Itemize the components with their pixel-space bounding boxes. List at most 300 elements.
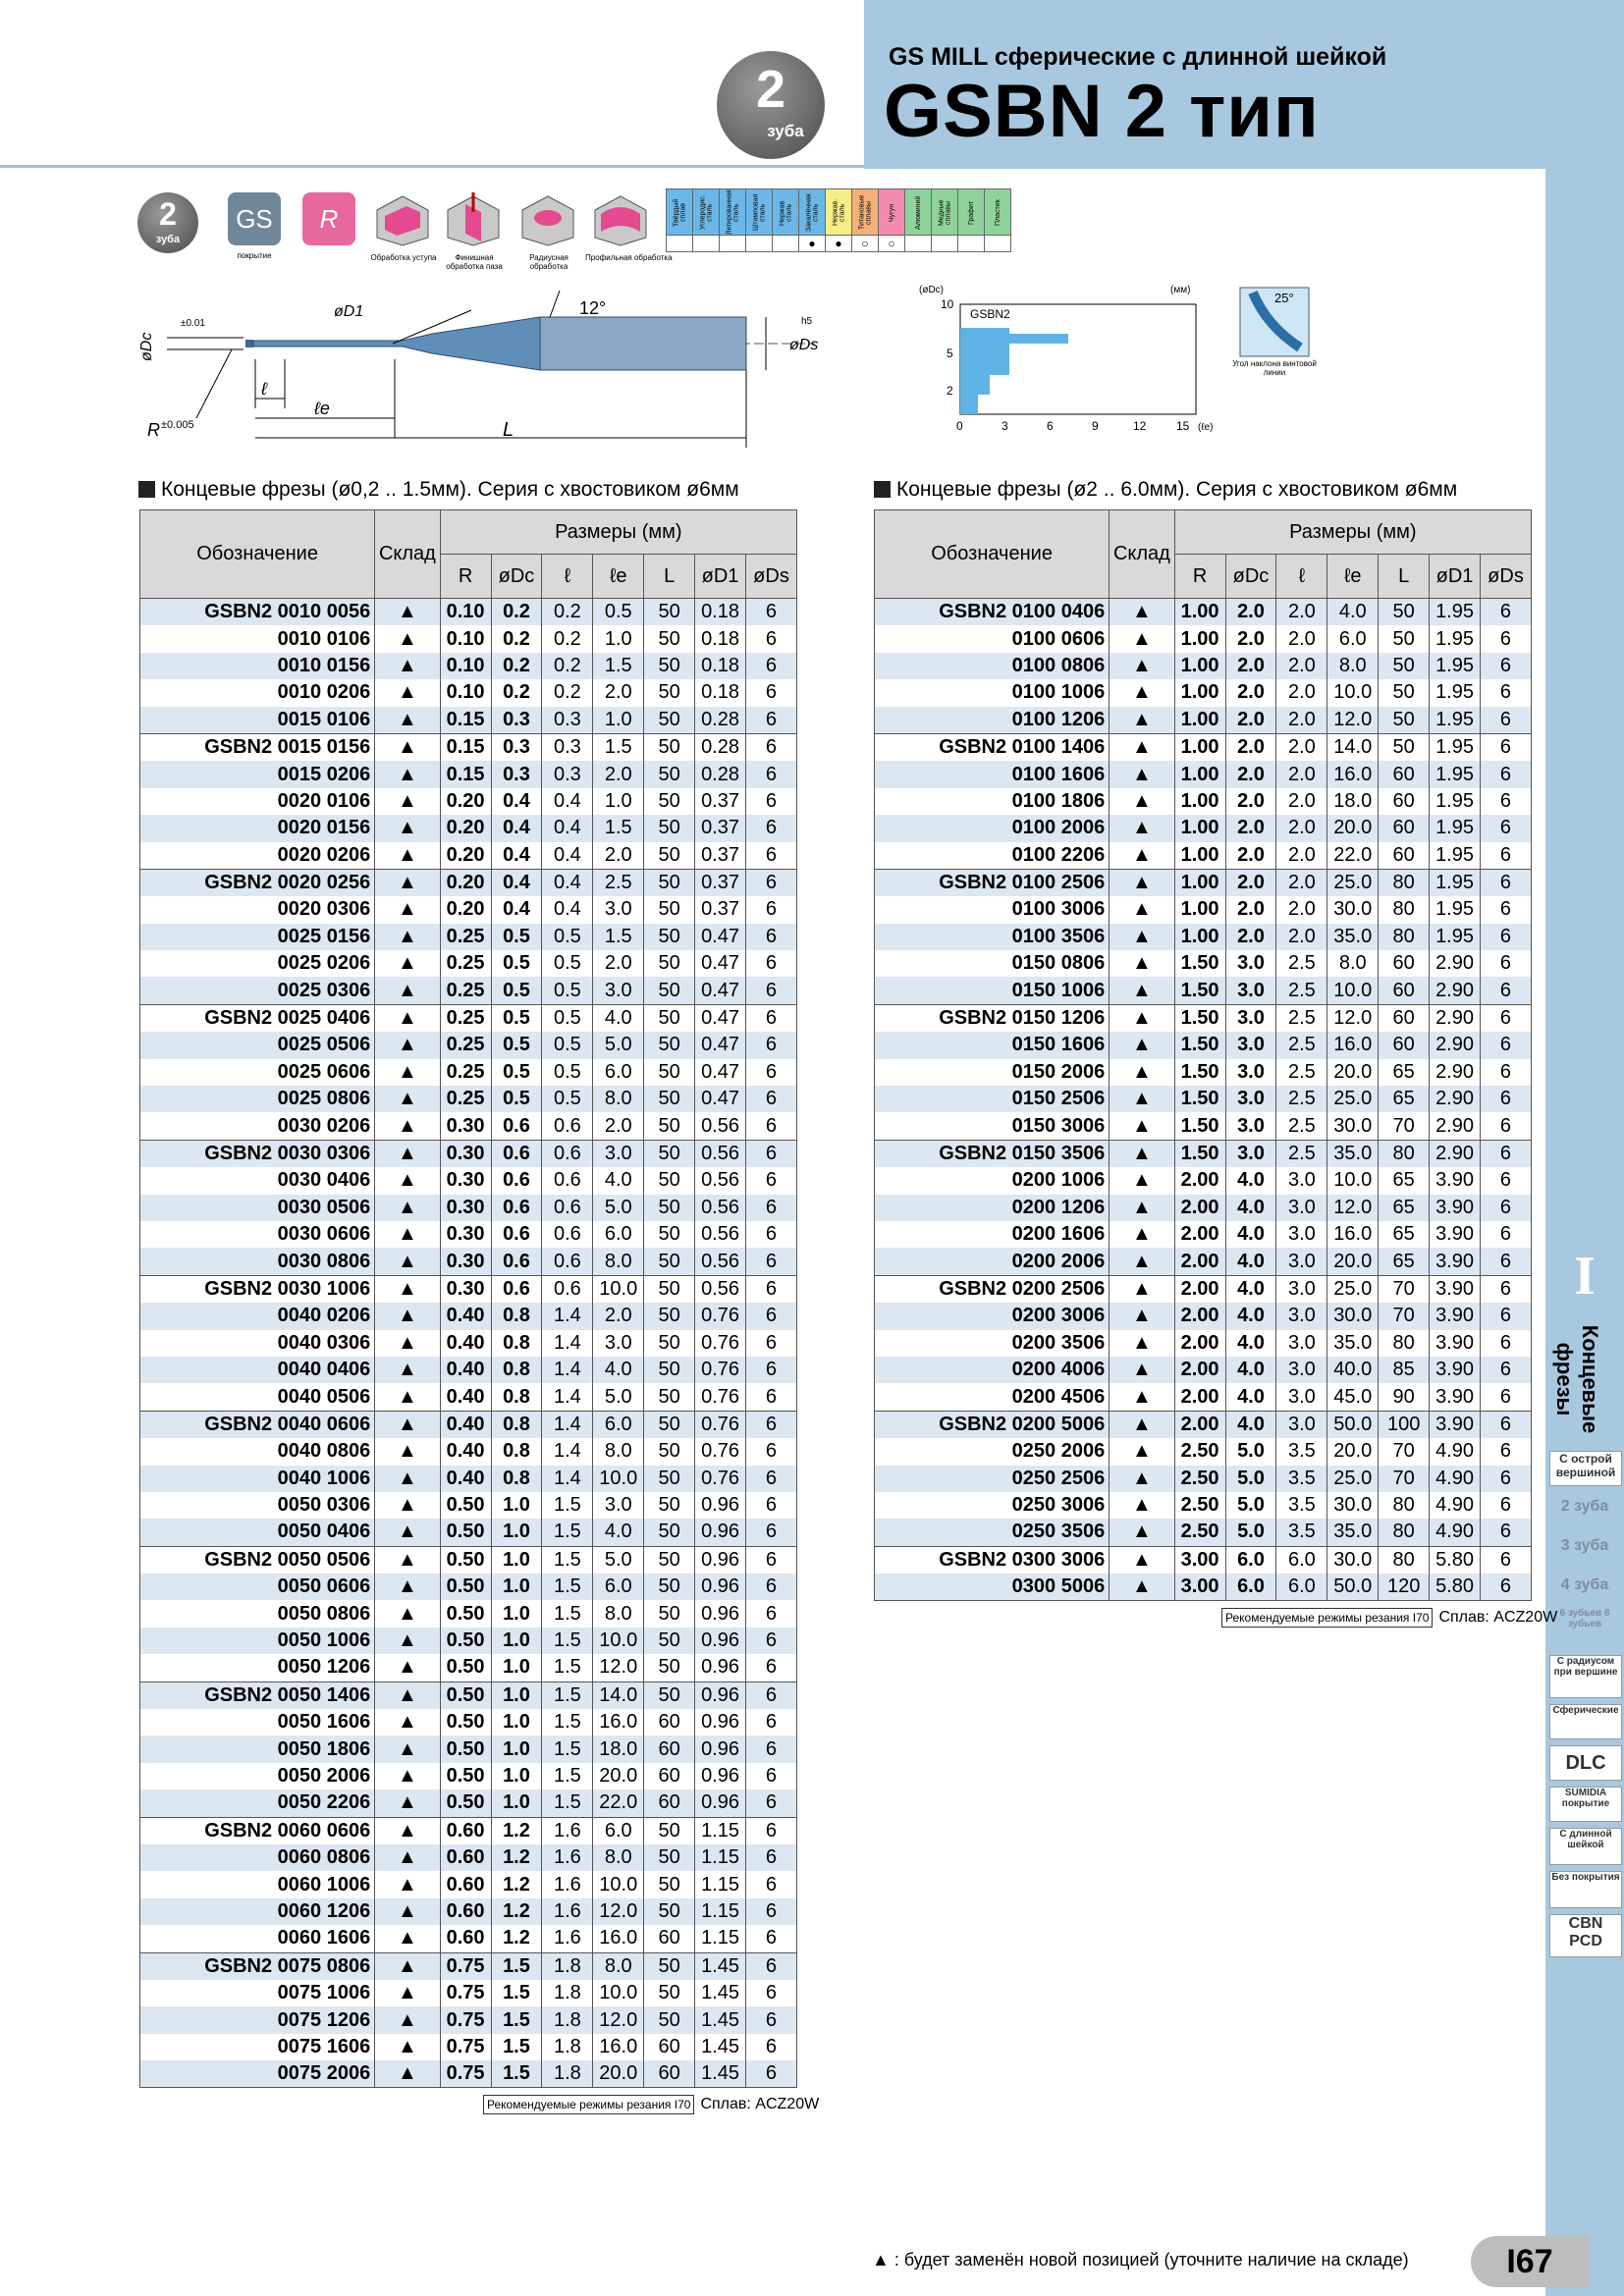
cell-value: 60 [1379,977,1430,1004]
cell-value: 2.00 [1174,1275,1225,1303]
cell-value: 60 [644,1735,695,1762]
cell-value: 2.0 [593,1112,644,1140]
cell-value: 6 [745,896,796,923]
cell-value: 30.0 [1327,1546,1379,1574]
cell-value: 0.6 [542,1167,593,1194]
table-row [140,924,797,950]
table-row [140,2006,797,2033]
cell-value: 1.4 [542,1383,593,1411]
cell-value: 2.0 [1276,653,1327,679]
material-header: Нержав. сталь [773,189,799,236]
cell-value: 6 [745,1709,796,1735]
table-row [875,1032,1532,1058]
cell-value: 1.5 [542,1682,593,1709]
material-header: Закалённая сталь [799,189,826,236]
dims-header: Размеры (мм) [1174,510,1531,555]
cell-code: GSBN2 0020 0256 [140,869,375,896]
cell-stock: ▲ [1110,1140,1174,1167]
graph-xtick-6: 6 [1047,419,1054,432]
cell-value: 0.2 [542,653,593,679]
material-mark [693,236,720,252]
cell-stock: ▲ [375,1195,440,1221]
cell-code: GSBN2 0150 3506 [875,1140,1110,1167]
section-title [1545,1315,1624,1433]
cell-value: 0.50 [440,1600,491,1627]
cell-value: 5.0 [1225,1492,1276,1519]
cell-value: 0.37 [695,815,746,841]
cell-value: 6 [745,1546,796,1574]
cell-value: 2.00 [1174,1248,1225,1275]
cell-value: 0.56 [695,1112,746,1140]
cell-value: 0.56 [695,1195,746,1221]
cell-value: 0.76 [695,1303,746,1329]
cell-value: 80 [1379,1546,1430,1574]
table-row [875,625,1532,652]
table-row [140,1871,797,1897]
cell-value: 0.5 [491,924,542,950]
cell-value: 0.5 [542,1032,593,1058]
dc-tol: ±0.01 [181,318,205,329]
cell-value: 8.0 [1327,950,1379,977]
cell-code: 0040 1006 [140,1466,375,1492]
table-row [140,1709,797,1735]
cell-value: 0.96 [695,1519,746,1546]
cell-value: 6 [1480,1519,1531,1546]
col-code-header: Обозначение [140,510,375,599]
table-row [140,1682,797,1709]
cell-value: 16.0 [593,1925,644,1952]
table-row [875,896,1532,923]
table-row [140,733,797,761]
nav-sharp-tip[interactable]: С острой вершиной [1549,1451,1622,1486]
cell-value: 0.40 [440,1357,491,1383]
cell-value: 0.18 [695,679,746,706]
cell-value: 1.00 [1174,625,1225,652]
cell-value: 0.6 [542,1112,593,1140]
table-row [140,1492,797,1519]
cell-value: 6.0 [1225,1546,1276,1574]
cell-value: 6 [745,1871,796,1897]
table-row [875,1330,1532,1357]
cell-value: 6 [745,869,796,896]
cell-value: 0.96 [695,1492,746,1519]
cell-value: 0.40 [440,1466,491,1492]
cell-value: 3.0 [593,896,644,923]
cell-value: 0.60 [440,1817,491,1844]
nav-dlc[interactable]: DLC [1549,1745,1622,1781]
nav-long-neck[interactable]: С длинной шейкой [1549,1828,1622,1865]
cell-value: 3.90 [1430,1275,1481,1303]
cell-value: 5.0 [1225,1519,1276,1546]
cell-value: 50 [644,1221,695,1248]
cell-value: 0.2 [491,679,542,706]
cell-value: 3.5 [1276,1466,1327,1492]
cell-stock: ▲ [375,1682,440,1709]
cell-code: 0030 0606 [140,1221,375,1248]
cell-stock: ▲ [375,1654,440,1682]
cell-value: 2.0 [1225,599,1276,626]
cell-stock: ▲ [1110,1546,1174,1574]
cell-value: 6.0 [593,1221,644,1248]
cell-code: GSBN2 0050 1406 [140,1682,375,1709]
cell-value: 6.0 [593,1059,644,1086]
cell-stock: ▲ [1110,1275,1174,1303]
cell-value: 6.0 [593,1411,644,1438]
header-subtitle: GS MILL сферические с длинной шейкой [889,43,1387,71]
cell-value: 0.6 [542,1195,593,1221]
cell-value: 4.90 [1430,1438,1481,1465]
material-mark: ● [799,236,826,252]
cell-stock: ▲ [375,1140,440,1167]
table-row [140,761,797,787]
cell-value: 35.0 [1327,924,1379,950]
nav-3-flutes[interactable]: 3 зуба [1560,1537,1609,1554]
cell-value: 120 [1379,1574,1430,1601]
cell-code: 0200 1606 [875,1221,1110,1248]
table-row [875,1112,1532,1140]
table-row [140,1303,797,1329]
cell-value: 0.50 [440,1654,491,1682]
cell-value: 30.0 [1327,1112,1379,1140]
cell-stock: ▲ [1110,896,1174,923]
cell-value: 50 [644,788,695,815]
nav-ball[interactable]: Сферические [1549,1704,1622,1739]
cell-value: 1.4 [542,1411,593,1438]
cell-code: 0200 4006 [875,1357,1110,1383]
cell-stock: ▲ [375,815,440,841]
table-row [140,1140,797,1167]
cell-value: 35.0 [1327,1330,1379,1357]
cell-value: 6 [1480,1275,1531,1303]
cell-value: 0.4 [542,842,593,870]
cell-code: 0010 0206 [140,679,375,706]
cell-value: 50.0 [1327,1411,1379,1438]
table-row [875,977,1532,1004]
length-label: L [503,419,514,441]
cell-value: 1.0 [491,1682,542,1709]
table-row [140,1112,797,1140]
cell-value: 2.0 [593,761,644,787]
cell-value: 2.90 [1430,1032,1481,1058]
col-header: L [1379,555,1430,599]
table-row [140,1248,797,1275]
cell-stock: ▲ [375,625,440,652]
cell-value: 10.0 [593,1628,644,1654]
left-rec-link[interactable]: Рекомендуемые режимы резания I70 [483,2095,694,2114]
cell-stock: ▲ [375,1275,440,1303]
dc-le-graph [911,285,1235,432]
cell-value: 6 [1480,733,1531,761]
cell-value: 50 [644,1654,695,1682]
cell-value: 50 [644,1952,695,1980]
cell-value: 0.56 [695,1167,746,1194]
cell-value: 50 [644,1574,695,1600]
table-row [140,842,797,870]
cell-stock: ▲ [1110,788,1174,815]
cell-value: 1.8 [542,2060,593,2088]
cell-value: 60 [1379,761,1430,787]
cell-stock: ▲ [375,1086,440,1112]
cell-value: 6 [745,1167,796,1194]
col-code-header: Обозначение [875,510,1110,599]
cell-value: 0.75 [440,2060,491,2088]
cell-value: 0.2 [542,679,593,706]
cell-value: 60 [1379,788,1430,815]
col-header: øDc [1225,555,1276,599]
cell-value: 2.50 [1174,1438,1225,1465]
table-row [140,896,797,923]
cell-value: 0.6 [542,1248,593,1275]
nav-corner-radius[interactable]: С радиусом при вершине [1549,1655,1622,1698]
cell-stock: ▲ [1110,924,1174,950]
table-row [875,733,1532,761]
cell-value: 6 [745,1600,796,1627]
cell-value: 20.0 [1327,1059,1379,1086]
cell-stock: ▲ [375,1519,440,1546]
cell-value: 0.47 [695,977,746,1004]
table-row [140,869,797,896]
cell-value: 2.0 [1225,761,1276,787]
cell-value: 2.0 [1276,896,1327,923]
section-title-text: Концевые фрезы [1552,1324,1602,1434]
cell-value: 100 [1379,1411,1430,1438]
graph-series: GSBN2 [970,307,1010,321]
cell-value: 0.37 [695,896,746,923]
cell-value: 2.0 [593,842,644,870]
cell-value: 6 [745,1817,796,1844]
material-header: Чугун [879,189,905,236]
cell-value: 6 [1480,1112,1531,1140]
cell-value: 65 [1379,1221,1430,1248]
cell-value: 6 [745,1925,796,1952]
cell-value: 50 [644,1357,695,1383]
cell-value: 1.5 [542,1654,593,1682]
cell-code: 0040 0806 [140,1438,375,1465]
col-header: ℓ [1276,555,1327,599]
cell-value: 3.0 [1225,1112,1276,1140]
cell-value: 2.00 [1174,1411,1225,1438]
table-row [140,679,797,706]
flute-icon-number: 2 [159,196,177,232]
cell-stock: ▲ [1110,977,1174,1004]
cell-value: 0.76 [695,1383,746,1411]
nav-4-flutes[interactable]: 4 зуба [1560,1576,1609,1593]
cell-value: 1.95 [1430,599,1481,626]
cell-value: 50 [644,599,695,626]
cell-code: 0050 0306 [140,1492,375,1519]
cell-value: 0.3 [491,733,542,761]
cell-value: 2.90 [1430,1086,1481,1112]
nav-uncoated[interactable]: Без покрытия [1549,1871,1622,1908]
angle-label: 12° [579,298,607,318]
cell-value: 2.00 [1174,1195,1225,1221]
nav-2-flutes[interactable]: 2 зуба [1560,1498,1609,1515]
cell-value: 1.15 [695,1817,746,1844]
cell-value: 0.75 [440,2006,491,2033]
cell-stock: ▲ [1110,950,1174,977]
cell-value: 1.0 [593,788,644,815]
cell-value: 6 [1480,625,1531,652]
material-mark: ○ [879,236,905,252]
cell-value: 25.0 [1327,1275,1379,1303]
cell-value: 0.6 [491,1248,542,1275]
graph-xtick-3: 3 [1001,419,1008,432]
cell-value: 3.0 [1225,1140,1276,1167]
cell-value: 0.25 [440,1059,491,1086]
cell-value: 1.00 [1174,842,1225,870]
table-row [875,1004,1532,1032]
cell-value: 1.45 [695,1952,746,1980]
cell-value: 1.00 [1174,599,1225,626]
right-rec-link[interactable]: Рекомендуемые режимы резания I70 [1221,1608,1433,1628]
cell-value: 45.0 [1327,1383,1379,1411]
radius-caption: Радиусная обработка [529,253,568,271]
cell-value: 3.0 [1276,1411,1327,1438]
cell-value: 80 [1379,1140,1430,1167]
left-title-text: Концевые фрезы (ø0,2 .. 1.5мм). Серия с хвостовиком ø6мм [161,478,739,501]
table-row [140,1167,797,1194]
cell-stock: ▲ [375,1004,440,1032]
cell-code: 0200 3006 [875,1303,1110,1329]
cell-value: 2.00 [1174,1330,1225,1357]
cell-value: 70 [1379,1112,1430,1140]
cell-stock: ▲ [375,1980,440,2006]
cell-value: 1.50 [1174,977,1225,1004]
cell-value: 2.90 [1430,1112,1481,1140]
nav-cbn-pcd[interactable]: CBN PCD [1549,1914,1622,1957]
cell-value: 1.00 [1174,815,1225,841]
cell-code: 0100 2006 [875,815,1110,841]
cell-value: 6 [745,1032,796,1058]
cell-value: 60 [1379,815,1430,841]
material-mark [905,236,932,252]
cell-value: 3.0 [1225,1004,1276,1032]
cell-stock: ▲ [375,1952,440,1980]
cell-value: 20.0 [1327,1438,1379,1465]
cell-value: 60 [1379,1032,1430,1058]
table-row [140,2034,797,2060]
cell-value: 0.75 [440,1952,491,1980]
cell-code: 0020 0156 [140,815,375,841]
cell-value: 6.0 [1276,1546,1327,1574]
cell-code: 0030 0406 [140,1167,375,1194]
cell-value: 50 [644,1059,695,1086]
cell-code: GSBN2 0200 5006 [875,1411,1110,1438]
cell-value: 5.80 [1430,1574,1481,1601]
cell-value: 2.0 [593,1303,644,1329]
cell-value: 1.50 [1174,1140,1225,1167]
cell-value: 2.5 [1276,1004,1327,1032]
cell-value: 1.45 [695,2034,746,2060]
cell-value: 0.18 [695,625,746,652]
cell-value: 0.50 [440,1628,491,1654]
cell-value: 65 [1379,1086,1430,1112]
nav-sumidia[interactable]: SUMIDIA покрытие [1549,1787,1622,1822]
table-row [140,707,797,734]
cell-value: 0.60 [440,1871,491,1897]
cell-value: 4.0 [1225,1383,1276,1411]
left-table-footer [483,2095,819,2114]
cell-value: 1.6 [542,1871,593,1897]
cell-value: 0.6 [491,1275,542,1303]
cell-code: 0250 2006 [875,1438,1110,1465]
cell-value: 30.0 [1327,896,1379,923]
cell-code: 0015 0106 [140,707,375,734]
cell-code: GSBN2 0030 0306 [140,1140,375,1167]
table-row [875,1275,1532,1303]
cell-code: 0060 0806 [140,1844,375,1871]
cell-value: 1.5 [491,2006,542,2033]
cell-value: 50 [644,653,695,679]
cell-value: 2.50 [1174,1492,1225,1519]
cell-stock: ▲ [375,1898,440,1925]
cell-value: 3.90 [1430,1330,1481,1357]
cell-value: 1.00 [1174,679,1225,706]
cell-value: 6 [745,2006,796,2033]
slot-finishing-icon [444,192,503,247]
cell-value: 0.4 [491,815,542,841]
cell-value: 3.0 [593,1492,644,1519]
cell-value: 6 [1480,1357,1531,1383]
graph-ytick-2: 2 [947,384,953,398]
graph-ytick-10: 10 [941,297,954,311]
cell-value: 30.0 [1327,1492,1379,1519]
cell-value: 2.00 [1174,1167,1225,1194]
page-number: I67 [1471,2236,1589,2287]
cell-value: 2.0 [593,679,644,706]
cell-value: 6 [1480,1574,1531,1601]
table-row [140,1844,797,1871]
table-row [140,1628,797,1654]
table-row [140,1600,797,1627]
cell-value: 6 [1480,1330,1531,1357]
cell-value: 6 [1480,1248,1531,1275]
cell-value: 6 [745,1898,796,1925]
cell-code: 0200 4506 [875,1383,1110,1411]
cell-value: 2.5 [1276,977,1327,1004]
table-row [140,1086,797,1112]
r-icon-label: R [319,204,339,234]
table-row [140,1546,797,1574]
cell-value: 2.0 [1225,924,1276,950]
nav-6-8-flutes[interactable]: 6 зубьев 8 зубьев [1559,1608,1610,1629]
cell-value: 1.6 [542,1925,593,1952]
cell-stock: ▲ [375,653,440,679]
cell-value: 0.6 [491,1195,542,1221]
graph-xtick-9: 9 [1092,419,1099,432]
cell-stock: ▲ [375,1817,440,1844]
cell-stock: ▲ [375,1383,440,1411]
cell-value: 60 [644,2060,695,2088]
cell-stock: ▲ [375,1492,440,1519]
cell-value: 70 [1379,1438,1430,1465]
cell-value: 2.0 [1225,653,1276,679]
cell-value: 50 [1379,679,1430,706]
cell-value: 1.6 [542,1817,593,1844]
table-row [140,1330,797,1357]
table-row [140,653,797,679]
cell-value: 0.96 [695,1682,746,1709]
cell-stock: ▲ [375,1763,440,1789]
cell-value: 6 [1480,1086,1531,1112]
cell-stock: ▲ [1110,1004,1174,1032]
cell-value: 0.20 [440,896,491,923]
cell-stock: ▲ [1110,1086,1174,1112]
cell-value: 50 [644,1195,695,1221]
cell-value: 1.5 [542,1600,593,1627]
cell-value: 2.0 [1276,869,1327,896]
cell-value: 0.96 [695,1763,746,1789]
